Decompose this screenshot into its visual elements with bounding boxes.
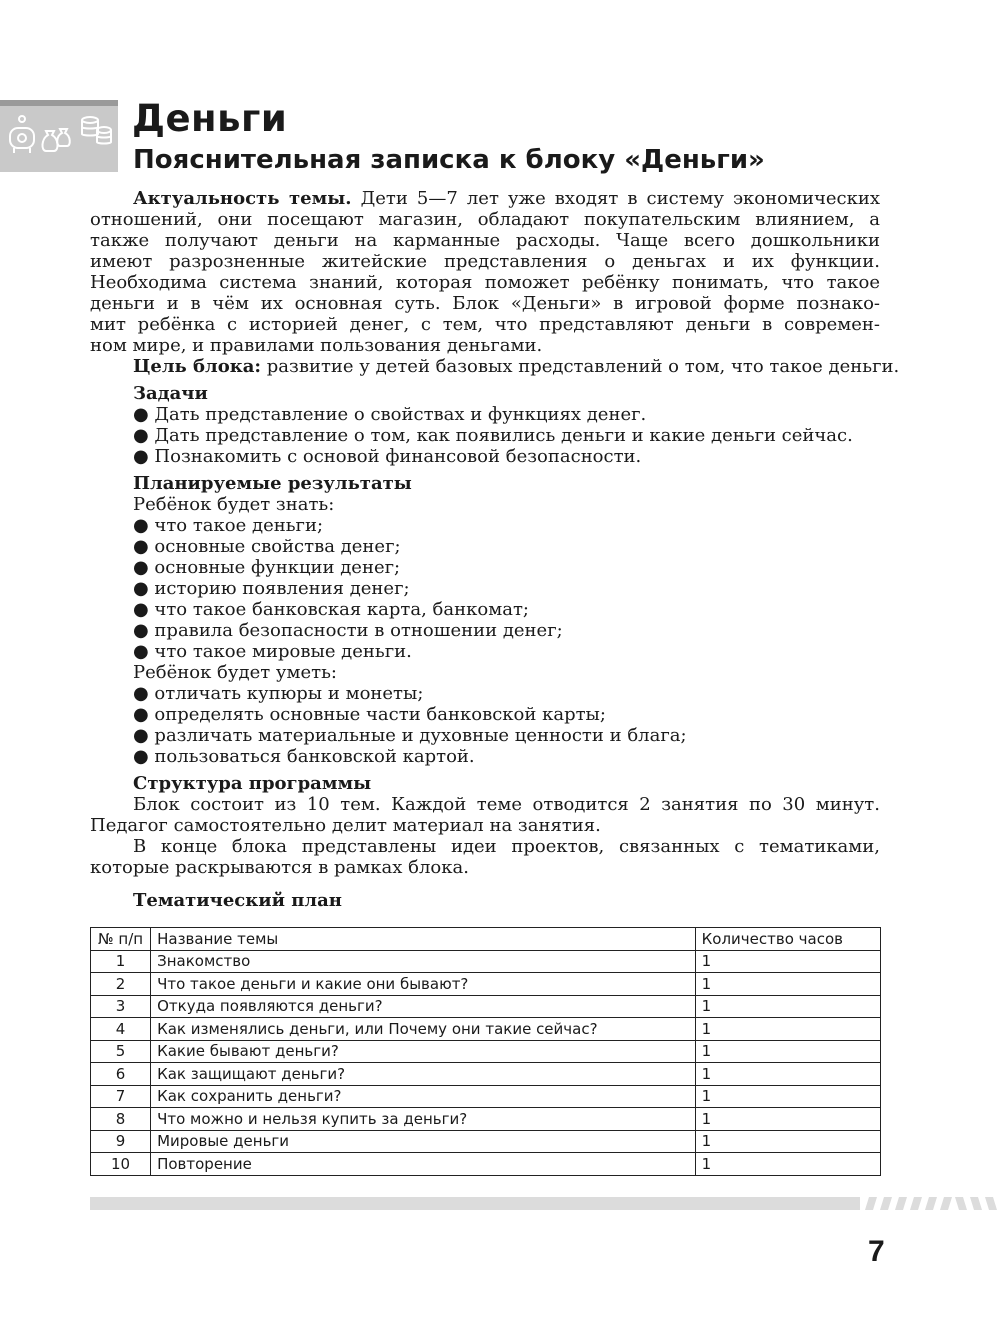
column-header-topic: Название темы (151, 928, 696, 951)
section-header-badge (0, 100, 118, 172)
cell-number: 2 (91, 973, 151, 996)
cell-topic: Знакомство (151, 950, 696, 973)
table-row (91, 1153, 881, 1176)
cell-number: 1 (91, 950, 151, 973)
column-header-hours: Количество часов (695, 928, 880, 951)
cell-topic: Мировые деньги (151, 1130, 696, 1153)
list-item: ● отличать купюры и монеты; (133, 683, 424, 704)
text-line: В конце блока представлены идеи проектов, связанных с тематиками, (133, 836, 880, 857)
cell-hours: 1 (695, 1130, 880, 1153)
text-line: мит ребёнка с историей денег, с тем, что представляют деньги в современ- (90, 314, 880, 335)
page-title: Деньги (132, 97, 288, 140)
cell-number: 10 (91, 1153, 151, 1176)
paragraph (90, 188, 880, 356)
list-item: ● различать материальные и духовные ценности и блага; (133, 725, 687, 746)
table-row (91, 1085, 881, 1108)
section-heading: Планируемые результаты (133, 473, 412, 494)
lead-label: Актуальность темы. (133, 188, 352, 209)
cell-hours: 1 (695, 950, 880, 973)
table-row (91, 1063, 881, 1086)
cell-hours: 1 (695, 995, 880, 1018)
list-item: ● Дать представление о свойствах и функциях денег. (133, 404, 647, 425)
cell-hours: 1 (695, 973, 880, 996)
cell-topic: Повторение (151, 1153, 696, 1176)
cell-number: 4 (91, 1018, 151, 1041)
page-subtitle: Пояснительная записка к блоку «Деньги» (133, 145, 765, 175)
bottom-decorative-bar (90, 1197, 1000, 1210)
cell-topic: Как сохранить деньги? (151, 1085, 696, 1108)
table-row (91, 973, 881, 996)
bullet-list (90, 404, 880, 467)
body-text (90, 188, 900, 911)
text-line: Блок состоит из 10 тем. Каждой теме отводится 2 занятия по 30 минут. (133, 794, 880, 815)
cell-number: 7 (91, 1085, 151, 1108)
coin-stack-icon (82, 117, 111, 144)
cell-topic: Как защищают деньги? (151, 1063, 696, 1086)
stripe-mark (865, 1197, 877, 1210)
column-header-number: № п/п (91, 928, 151, 951)
thematic-plan-table (90, 927, 881, 1176)
table-row (91, 1108, 881, 1131)
cell-hours: 1 (695, 1108, 880, 1131)
cell-hours: 1 (695, 1085, 880, 1108)
text-line: деньги и в чём их основная суть. Блок «Деньги» в игровой форме познако- (90, 293, 880, 314)
list-item: ● основные свойства денег; (133, 536, 401, 557)
stripe-mark (925, 1197, 937, 1210)
text-fragment: развитие у детей базовых представлений о том, что такое деньги. (261, 356, 900, 377)
cell-topic: Откуда появляются деньги? (151, 995, 696, 1018)
cell-number: 3 (91, 995, 151, 1018)
text-fragment: Дети 5—7 лет уже входят в систему экономических (351, 188, 880, 209)
stripe-mark (895, 1197, 907, 1210)
cell-topic: Что такое деньги и какие они бывают? (151, 973, 696, 996)
stripe-mark (970, 1197, 982, 1210)
text-line (90, 356, 900, 377)
text-line: Педагог самостоятельно делит материал на занятия. (90, 815, 601, 836)
cell-number: 8 (91, 1108, 151, 1131)
table-row (91, 995, 881, 1018)
paragraph (90, 836, 880, 878)
section-heading: Тематический план (133, 890, 342, 911)
list-item: ● что такое мировые деньги. (133, 641, 412, 662)
piggy-bank-icon (10, 116, 34, 153)
page-number: 7 (868, 1235, 885, 1268)
table-row (91, 1130, 881, 1153)
cell-hours: 1 (695, 1040, 880, 1063)
text-line: имеют разрозненные житейские представления о деньгах и их функции. (90, 251, 880, 272)
bullet-list (90, 494, 880, 767)
list-item: ● основные функции денег; (133, 557, 401, 578)
list-item: Ребёнок будет уметь: (133, 662, 337, 683)
list-item: ● пользоваться банковской картой. (133, 746, 475, 767)
list-item: ● что такое деньги; (133, 515, 324, 536)
cell-number: 5 (91, 1040, 151, 1063)
stripe-mark (985, 1197, 997, 1210)
cell-topic: Какие бывают деньги? (151, 1040, 696, 1063)
text-line (90, 188, 880, 209)
lead-label: Цель блока: (133, 356, 262, 377)
text-line: Необходима система знаний, которая поможет ребёнку понимать, что такое (90, 272, 880, 293)
cell-topic: Что можно и нельзя купить за деньги? (151, 1108, 696, 1131)
stripe-mark (880, 1197, 892, 1210)
cell-hours: 1 (695, 1063, 880, 1086)
text-line: которые раскрываются в рамках блока. (90, 857, 469, 878)
list-item: ● определять основные части банковской карты; (133, 704, 606, 725)
cell-topic: Как изменялись деньги, или Почему они такие сейчас? (151, 1018, 696, 1041)
list-item: ● историю появления денег; (133, 578, 410, 599)
text-line: ном мире, и правилами пользования деньгами. (90, 335, 543, 356)
paragraph (90, 356, 900, 377)
table-row (91, 1040, 881, 1063)
list-item: Ребёнок будет знать: (133, 494, 335, 515)
cell-number: 6 (91, 1063, 151, 1086)
list-item: ● что такое банковская карта, банкомат; (133, 599, 529, 620)
stripe-mark (940, 1197, 952, 1210)
cell-hours: 1 (695, 1018, 880, 1041)
cell-hours: 1 (695, 1153, 880, 1176)
table-row (91, 1018, 881, 1041)
table-row (91, 950, 881, 973)
cell-number: 9 (91, 1130, 151, 1153)
section-heading: Задачи (133, 383, 208, 404)
text-line: отношений, они посещают магазин, обладают покупательским влиянием, а (90, 209, 880, 230)
money-bags-icon (42, 129, 69, 151)
stripe-mark (955, 1197, 967, 1210)
paragraph (90, 794, 880, 836)
list-item: ● Познакомить с основой финансовой безопасности. (133, 446, 642, 467)
text-line: также получают деньги на карманные расходы. Чаще всего дошкольники (90, 230, 880, 251)
list-item: ● Дать представление о том, как появились деньги и какие деньги сейчас. (133, 425, 853, 446)
list-item: ● правила безопасности в отношении денег; (133, 620, 563, 641)
section-heading: Структура программы (133, 773, 372, 794)
table-header-row (91, 928, 881, 951)
stripe-mark (910, 1197, 922, 1210)
